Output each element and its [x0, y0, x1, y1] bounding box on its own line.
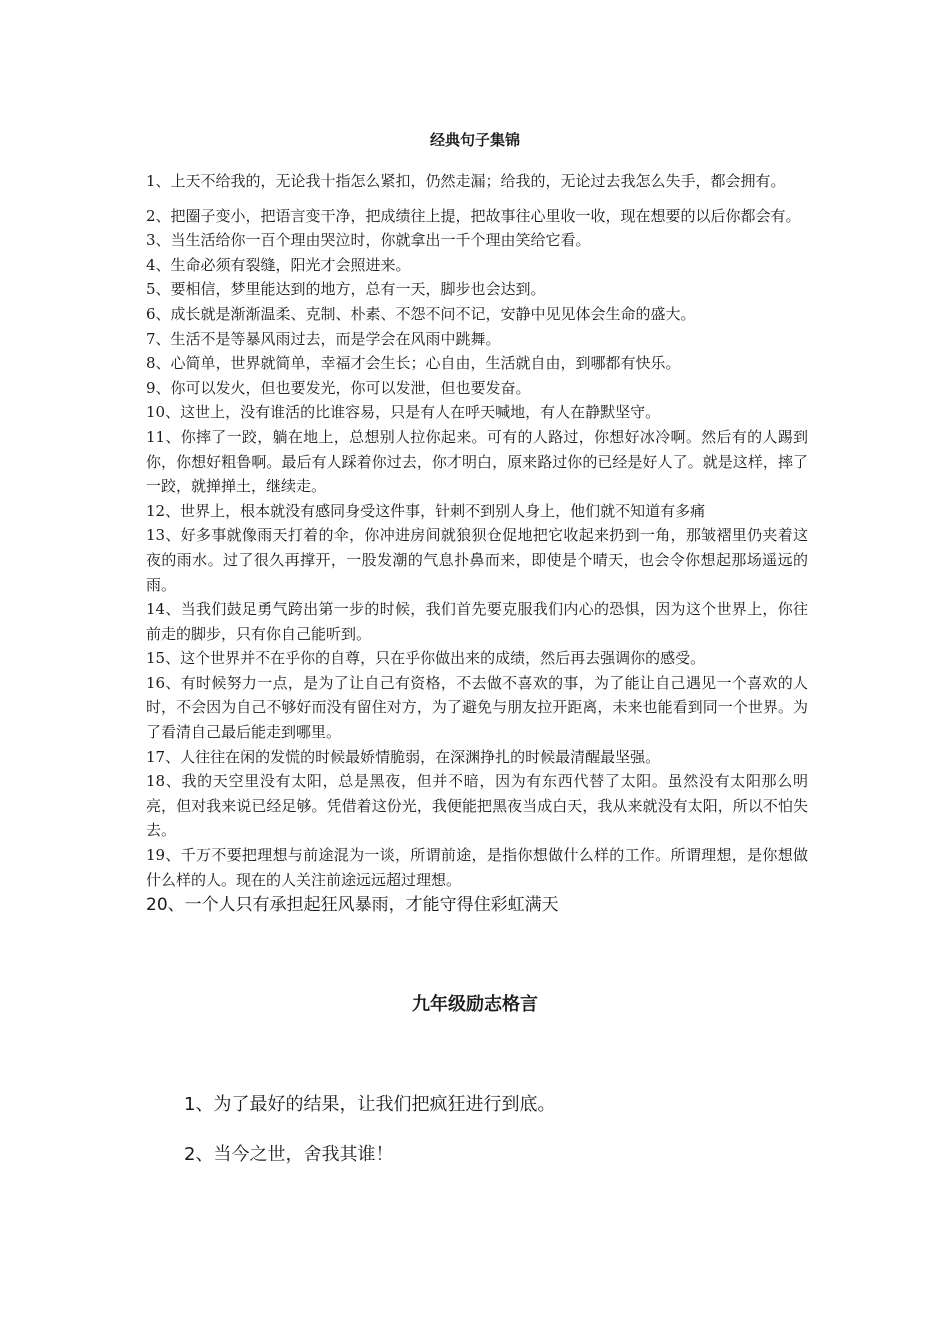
quote-item: 3、当生活给你一百个理由哭泣时，你就拿出一千个理由笑给它看。: [146, 231, 591, 250]
document-title: 经典句子集锦: [429, 131, 520, 149]
quote-list: [146, 169, 808, 918]
quote-item: 17、人往往在闲的发慌的时候最娇情脆弱，在深渊挣扎的时候最清醒最坚强。: [146, 747, 661, 766]
quote-item: 12、世界上，根本就没有感同身受这件事，针刺不到别人身上，他们就不知道有多痛: [146, 501, 706, 520]
quote-item: 8、心简单，世界就简单，幸福才会生长；心自由，生活就自由，到哪都有快乐。: [146, 354, 681, 373]
quote-item: 7、生活不是等暴风雨过去，而是学会在风雨中跳舞。: [146, 329, 501, 348]
quote-item: 18、我的天空里没有太阳，总是黑夜，但并不暗，因为有东西代替了太阳。虽然没有太阳那么明亮，但对我来说已经足够。凭借着这份光，我便能把黑夜当成白天，我从来就没有太阳，所以不怕失去。: [146, 772, 808, 840]
quote-item: 6、成长就是渐渐温柔、克制、朴素、不怨不问不记，安静中见见体会生命的盛大。: [146, 304, 696, 323]
quote-item: 16、有时候努力一点，是为了让自己有资格，不去做不喜欢的事，为了能让自己遇见一个喜欢的人时，不会因为自己不够好而没有留住对方，为了避免与朋友拉开距离，未来也能看到同一个世界。为了看清自己最后能走到哪里。: [146, 673, 808, 742]
quote-item: 10、这世上，没有谁活的比谁容易，只是有人在呼天喊地，有人在静默坚守。: [146, 403, 661, 422]
motto-list: [184, 1092, 555, 1168]
quote-item: 19、千万不要把理想与前途混为一谈，所谓前途，是指你想做什么样的工作。所谓理想，是你想做什么样的人。现在的人关注前途远远超过理想。: [146, 846, 808, 889]
quote-item: 9、你可以发火，但也要发光，你可以发泄，但也要发奋。: [146, 378, 531, 397]
quote-item: 1、上天不给我的，无论我十指怎么紧扣，仍然走漏；给我的，无论过去我怎么失手，都会拥有。: [146, 172, 786, 190]
motto-item: 1、为了最好的结果，让我们把疯狂进行到底。: [184, 1094, 556, 1115]
quote-item: 4、生命必须有裂缝，阳光才会照进来。: [146, 255, 411, 274]
quote-item: 5、要相信，梦里能达到的地方，总有一天，脚步也会达到。: [146, 280, 546, 299]
motto-item: 2、当今之世，舍我其谁！: [184, 1144, 394, 1165]
quote-item: 13、好多事就像雨天打着的伞，你冲进房间就狼狈仓促地把它收起来扔到一角，那皱褶里仍夹着这夜的雨水。过了很久再撑开，一股发潮的气息扑鼻而来，即使是个晴天，也会令你想起那场遥远的雨。: [146, 526, 808, 594]
quote-item: 20、一个人只有承担起狂风暴雨，才能守得住彩虹满天: [146, 895, 559, 916]
quote-item: 14、当我们鼓足勇气跨出第一步的时候，我们首先要克服我们内心的恐惧，因为这个世界上，你往前走的脚步，只有你自己能听到。: [146, 600, 808, 643]
section-title: 九年级励志格言: [412, 994, 538, 1015]
quote-item: 2、把圈子变小，把语言变干净，把成绩往上提，把故事往心里收一收，现在想要的以后你都会有。: [146, 206, 801, 225]
quote-item: 11、你摔了一跤，躺在地上，总想别人拉你起来。可有的人路过，你想好冰冷啊。然后有的人踢到你，你想好粗鲁啊。最后有人踩着你过去，你才明白，原来路过你的已经是好人了。就是这样，摔了一跤，就掸掸土，继续走。: [146, 427, 808, 496]
quote-item: 15、这个世界并不在乎你的自尊，只在乎你做出来的成绩，然后再去强调你的感受。: [146, 649, 706, 668]
